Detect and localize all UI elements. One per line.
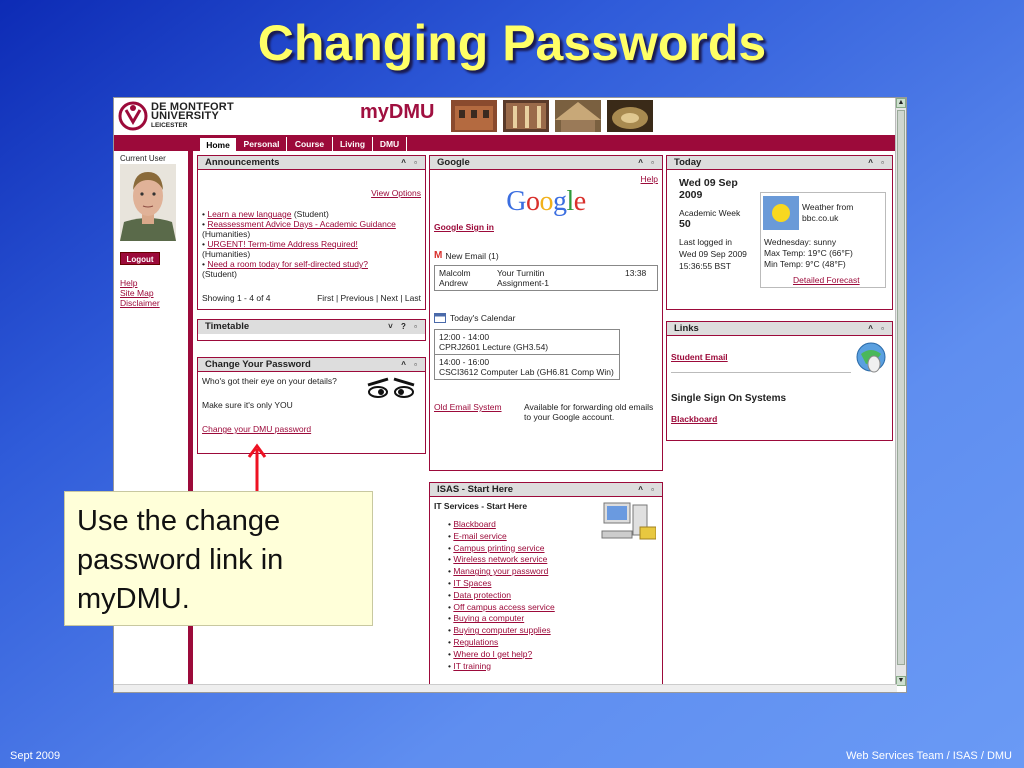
google-help-link[interactable]: Help	[640, 174, 658, 184]
logo-line-2: UNIVERSITY	[151, 109, 220, 122]
timetable-controls[interactable]: ˅ ? ▫	[388, 322, 420, 331]
red-arrow-icon	[245, 443, 269, 493]
isas-controls[interactable]: ^ ▫	[638, 485, 657, 494]
blackboard-link[interactable]: Blackboard	[671, 414, 718, 424]
pager[interactable]: First | Previous | Next | Last	[317, 293, 421, 303]
announcement-item	[202, 239, 421, 249]
announcement-audience: (Humanities)	[202, 229, 251, 239]
showing-count: Showing 1 - 4 of 4	[202, 293, 271, 303]
isas-link[interactable]: Buying computer supplies	[453, 625, 551, 636]
today-portlet	[666, 155, 893, 310]
tab-course[interactable]: Course	[287, 137, 333, 151]
sun-icon	[763, 196, 799, 230]
announcement-link[interactable]: Learn a new language	[207, 209, 292, 219]
isas-link-item	[448, 566, 658, 578]
announcement-item	[202, 259, 421, 269]
links-title: Links	[674, 323, 699, 334]
isas-heading: IT Services - Start Here	[434, 501, 528, 511]
footer-date: Sept 2009	[10, 750, 61, 762]
event-desc: CSCI3612 Computer Lab (GH6.81 Comp Win)	[439, 367, 614, 377]
google-sign-in-link[interactable]: Google Sign in	[434, 222, 494, 232]
isas-link-item	[448, 554, 658, 566]
tab-personal[interactable]: Personal	[237, 137, 287, 151]
building-photo-4	[607, 100, 653, 132]
today-title: Today	[674, 157, 702, 168]
announcements-title: Announcements	[205, 157, 280, 168]
email-preview[interactable]	[434, 265, 658, 291]
password-tagline-1: Who's got their eye on your details?	[202, 376, 337, 386]
tab-home[interactable]: Home	[199, 137, 237, 151]
announcement-audience: (Humanities)	[202, 249, 251, 259]
event-time: 12:00 - 14:00	[439, 332, 490, 342]
isas-link-item	[448, 543, 658, 555]
links-portlet	[666, 321, 893, 441]
todays-calendar-label: Today's Calendar	[450, 312, 516, 323]
isas-link[interactable]: Blackboard	[453, 519, 496, 529]
announcement-link[interactable]: Need a room today for self-directed study?	[207, 259, 368, 269]
portal-header	[114, 98, 896, 134]
isas-link-item	[448, 602, 658, 614]
google-logo: Google	[506, 186, 586, 217]
calendar-events	[434, 329, 620, 380]
email-from: Andrew	[439, 278, 468, 288]
calendar-event[interactable]	[435, 330, 619, 355]
old-email-link[interactable]: Old Email System	[434, 402, 502, 412]
timetable-portlet	[197, 319, 426, 341]
min-temp: Min Temp: 9°C (48°F)	[764, 259, 846, 269]
site-map-link[interactable]: Site Map	[120, 288, 154, 298]
academic-week-label: Academic Week	[679, 208, 741, 218]
announcements-portlet	[197, 155, 426, 310]
footer-credit: Web Services Team / ISAS / DMU	[846, 750, 1012, 762]
announcement-audience: (Student)	[202, 269, 237, 279]
logo-line-3: LEICESTER	[151, 121, 188, 129]
weather-today: Wednesday: sunny	[764, 237, 837, 247]
academic-week: 50	[679, 218, 691, 230]
announcement-item	[202, 219, 421, 229]
help-link[interactable]: Help	[120, 278, 138, 288]
announcement-link[interactable]: URGENT! Term-time Address Required!	[207, 239, 358, 249]
isas-link[interactable]: Off campus access service	[453, 601, 555, 612]
dmu-crest-icon	[118, 100, 148, 132]
isas-link[interactable]: Data protection	[453, 589, 511, 600]
weather-source: Weather from bbc.co.uk	[802, 202, 854, 223]
mydmu-brand: myDMU	[360, 101, 435, 123]
dmu-logo	[118, 100, 234, 132]
calendar-event[interactable]	[435, 355, 619, 379]
isas-link[interactable]: E-mail service	[453, 530, 507, 541]
change-password-portlet	[197, 357, 426, 454]
logout-button[interactable]: Logout	[120, 252, 160, 265]
watching-eyes-icon	[366, 375, 416, 401]
announcements-controls[interactable]: ^ ▫	[401, 158, 420, 167]
building-photo-3	[555, 100, 601, 132]
isas-link-item	[448, 661, 658, 673]
google-portlet	[429, 155, 663, 471]
header-photos	[451, 100, 653, 132]
email-time: 13:38	[625, 268, 647, 278]
slide-title: Changing Passwords	[257, 15, 767, 71]
building-photo-1	[451, 100, 497, 132]
isas-link[interactable]: Wireless network service	[453, 554, 548, 565]
sso-heading: Single Sign On Systems	[671, 393, 787, 404]
tab-living[interactable]: Living	[333, 137, 373, 151]
announcement-item	[202, 209, 421, 219]
google-controls[interactable]: ^ ▫	[638, 158, 657, 167]
callout-box	[64, 491, 373, 626]
current-user-label: Current User	[120, 154, 166, 163]
change-password-link[interactable]: Change your DMU password	[202, 424, 312, 434]
vertical-scrollbar[interactable]	[895, 98, 906, 686]
isas-link-item	[448, 590, 658, 602]
announcement-audience: (Student)	[293, 209, 329, 219]
today-date: Wed 09 Sep 2009	[679, 177, 738, 201]
logo-line-1: DE MONTFORT	[151, 100, 234, 113]
isas-link[interactable]: Campus printing service	[453, 542, 545, 553]
gmail-icon: M	[434, 250, 443, 261]
isas-link-item	[448, 613, 658, 625]
avatar	[120, 164, 176, 241]
isas-link-item	[448, 625, 658, 637]
scroll-down-icon[interactable]: ▼	[897, 677, 905, 684]
event-desc: CPRJ2601 Lecture (GH3.54)	[439, 342, 549, 352]
isas-link[interactable]: Managing your password	[453, 566, 549, 577]
links-controls[interactable]: ^ ▫	[868, 324, 887, 333]
tab-dmu[interactable]: DMU	[373, 137, 407, 151]
disclaimer-link[interactable]: Disclaimer	[120, 298, 160, 308]
email-subject: Your Turnitin	[497, 268, 545, 278]
isas-link[interactable]: Where do I get help?	[453, 648, 533, 659]
google-title: Google	[437, 157, 470, 168]
max-temp: Max Temp: 19°C (66°F)	[764, 248, 853, 258]
isas-link-item	[448, 649, 658, 661]
scroll-thumb[interactable]	[897, 110, 905, 665]
sidebar-links	[120, 278, 160, 308]
password-tagline-2: Make sure it's only YOU	[202, 400, 293, 410]
isas-link[interactable]: Buying a computer	[453, 613, 525, 624]
isas-link-item	[448, 637, 658, 649]
globe-mouse-icon	[854, 340, 888, 374]
timetable-title: Timetable	[205, 321, 250, 332]
calendar-icon	[434, 312, 446, 323]
isas-link[interactable]: IT training	[453, 660, 491, 671]
student-email-link[interactable]: Student Email	[671, 352, 728, 362]
email-from: Malcolm	[439, 268, 471, 278]
horizontal-scrollbar[interactable]	[114, 684, 897, 692]
main-nav	[114, 135, 896, 151]
weather-widget	[760, 192, 886, 288]
isas-title: ISAS - Start Here	[437, 484, 514, 495]
isas-link[interactable]: Regulations	[453, 636, 499, 647]
email-subject: Assignment-1	[497, 278, 549, 288]
isas-link-item	[448, 578, 658, 590]
announcement-link[interactable]: Reassessment Advice Days - Academic Guidance	[207, 219, 396, 229]
callout-text: Use the change password link in myDMU.	[77, 505, 284, 615]
view-options-link[interactable]: View Options	[371, 188, 421, 198]
detailed-forecast-link[interactable]: Detailed Forecast	[793, 275, 860, 285]
isas-portlet	[429, 482, 663, 687]
today-controls[interactable]: ^ ▫	[868, 158, 887, 167]
last-logged-in: Last logged in Wed 09 Sep 2009 15:36:55 BST	[679, 237, 747, 271]
change-password-controls[interactable]: ^ ▫	[401, 360, 420, 369]
scroll-up-icon[interactable]: ▲	[897, 99, 905, 106]
computer-icon	[600, 501, 656, 543]
isas-link[interactable]: IT Spaces	[453, 577, 492, 588]
change-password-title: Change Your Password	[205, 359, 311, 370]
building-photo-2	[503, 100, 549, 132]
new-email-count[interactable]: New Email (1)	[445, 250, 499, 261]
event-time: 14:00 - 16:00	[439, 357, 490, 367]
old-email-desc: Available for forwarding old emails to your Google account.	[524, 402, 654, 422]
